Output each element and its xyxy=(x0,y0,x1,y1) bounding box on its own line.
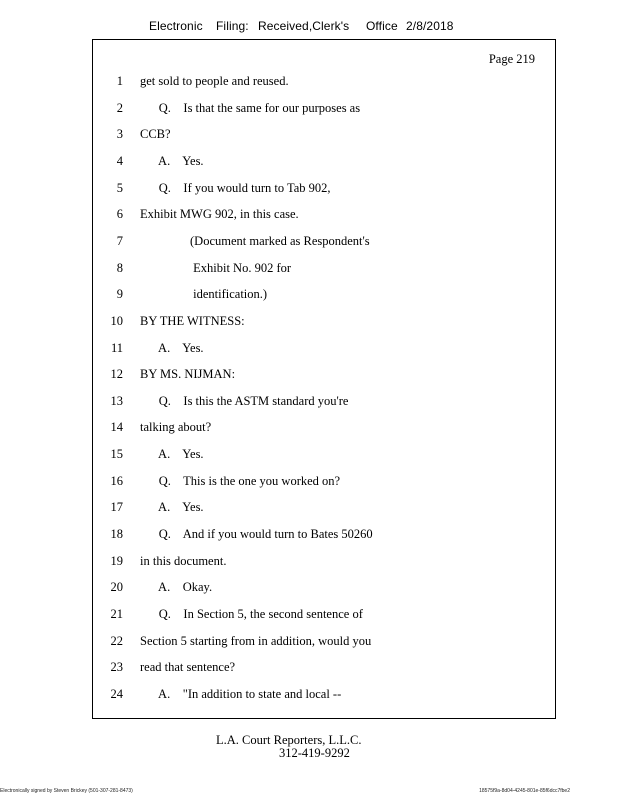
line-number: 16 xyxy=(110,473,123,488)
line-number: 21 xyxy=(110,607,123,621)
line-text: Exhibit MWG 902, in this case. xyxy=(140,207,299,222)
line-text: Q. Is that the same for our purposes as xyxy=(140,100,361,115)
line-text: A. Yes. xyxy=(140,340,204,355)
line-number: 8 xyxy=(116,260,123,275)
transcript-line xyxy=(93,527,555,547)
transcript-line xyxy=(93,287,555,307)
line-text: Q. In Section 5, the second sentence of xyxy=(140,607,363,621)
transcript-line xyxy=(93,420,555,440)
transcript-line xyxy=(93,634,555,654)
transcript-line xyxy=(93,367,555,387)
line-number: 20 xyxy=(110,580,123,595)
line-number: 24 xyxy=(110,686,123,701)
transcript-line xyxy=(93,181,555,201)
footer-company: L.A. Court Reporters, L.L.C. xyxy=(216,733,362,747)
transcript-line xyxy=(93,580,555,600)
line-text: CCB? xyxy=(140,127,171,142)
transcript-line xyxy=(93,261,555,281)
transcript-line xyxy=(93,554,555,574)
line-text: read that sentence? xyxy=(140,660,236,675)
line-number: 15 xyxy=(110,447,123,462)
line-text: Q. This is the one you worked on? xyxy=(140,473,341,488)
line-text: identification.) xyxy=(140,287,268,302)
line-text: A. Yes. xyxy=(140,447,204,462)
header-office: Office xyxy=(366,19,398,33)
line-text: Q. If you would turn to Tab 902, xyxy=(140,180,331,195)
line-number: 9 xyxy=(116,287,123,302)
line-text: A. Yes. xyxy=(140,500,204,515)
transcript-page xyxy=(92,39,556,719)
transcript-line xyxy=(93,207,555,227)
transcript-line xyxy=(93,687,555,707)
footer-phone: 312-419-9292 xyxy=(279,746,350,760)
line-number: 4 xyxy=(116,153,123,168)
line-text: Q. Is this the ASTM standard you're xyxy=(140,393,349,408)
line-text: A. Yes. xyxy=(140,153,204,168)
transcript-line xyxy=(93,154,555,174)
line-text: in this document. xyxy=(140,553,227,568)
header-date: 2/8/2018 xyxy=(406,19,454,33)
line-number: 2 xyxy=(116,100,123,115)
line-text: talking about? xyxy=(140,420,212,435)
line-number: 17 xyxy=(110,500,123,515)
page-number: Page 219 xyxy=(488,52,535,66)
line-text: BY MS. NIJMAN: xyxy=(140,367,236,382)
transcript-line xyxy=(93,660,555,680)
line-text: A. Okay. xyxy=(140,580,213,595)
transcript-line xyxy=(93,474,555,494)
line-number: 13 xyxy=(110,393,123,408)
line-text: (Document marked as Respondent's xyxy=(140,233,370,248)
transcript-line xyxy=(93,74,555,94)
transcript-line xyxy=(93,234,555,254)
line-text: Q. And if you would turn to Bates 50260 xyxy=(140,527,373,542)
line-number: 1 xyxy=(116,74,123,88)
transcript-line xyxy=(93,101,555,121)
line-number: 6 xyxy=(116,207,123,222)
line-number: 7 xyxy=(116,233,123,248)
line-number: 11 xyxy=(110,340,123,355)
header-received: Received,Clerk's xyxy=(258,19,350,33)
header-electronic: Electronic xyxy=(149,19,203,33)
line-number: 19 xyxy=(110,553,123,568)
line-number: 3 xyxy=(116,127,123,142)
transcript-line xyxy=(93,341,555,361)
header-filing: Filing: xyxy=(216,19,249,33)
line-text: get sold to people and reused. xyxy=(140,74,289,88)
transcript-line xyxy=(93,314,555,334)
line-number: 23 xyxy=(110,660,123,675)
line-number: 10 xyxy=(110,313,123,328)
line-number: 18 xyxy=(110,527,123,542)
line-number: 14 xyxy=(110,420,123,435)
transcript-line xyxy=(93,127,555,147)
line-text: Section 5 starting from in addition, would you xyxy=(140,633,372,648)
transcript-line xyxy=(93,500,555,520)
line-number: 12 xyxy=(110,367,123,382)
line-number: 5 xyxy=(116,180,123,195)
line-text: A. "In addition to state and local -- xyxy=(140,686,342,701)
transcript-line xyxy=(93,607,555,627)
signature-left: Electronically signed by Steven Brickey (501-307-281-8473) xyxy=(0,788,133,794)
line-number: 22 xyxy=(110,633,123,648)
transcript-line xyxy=(93,394,555,414)
signature-right: 18575f9a-8d04-4245-801e-85f6dcc7fbe2 xyxy=(479,788,570,794)
line-text: Exhibit No. 902 for xyxy=(140,260,292,275)
line-text: BY THE WITNESS: xyxy=(140,313,245,328)
transcript-line xyxy=(93,447,555,467)
